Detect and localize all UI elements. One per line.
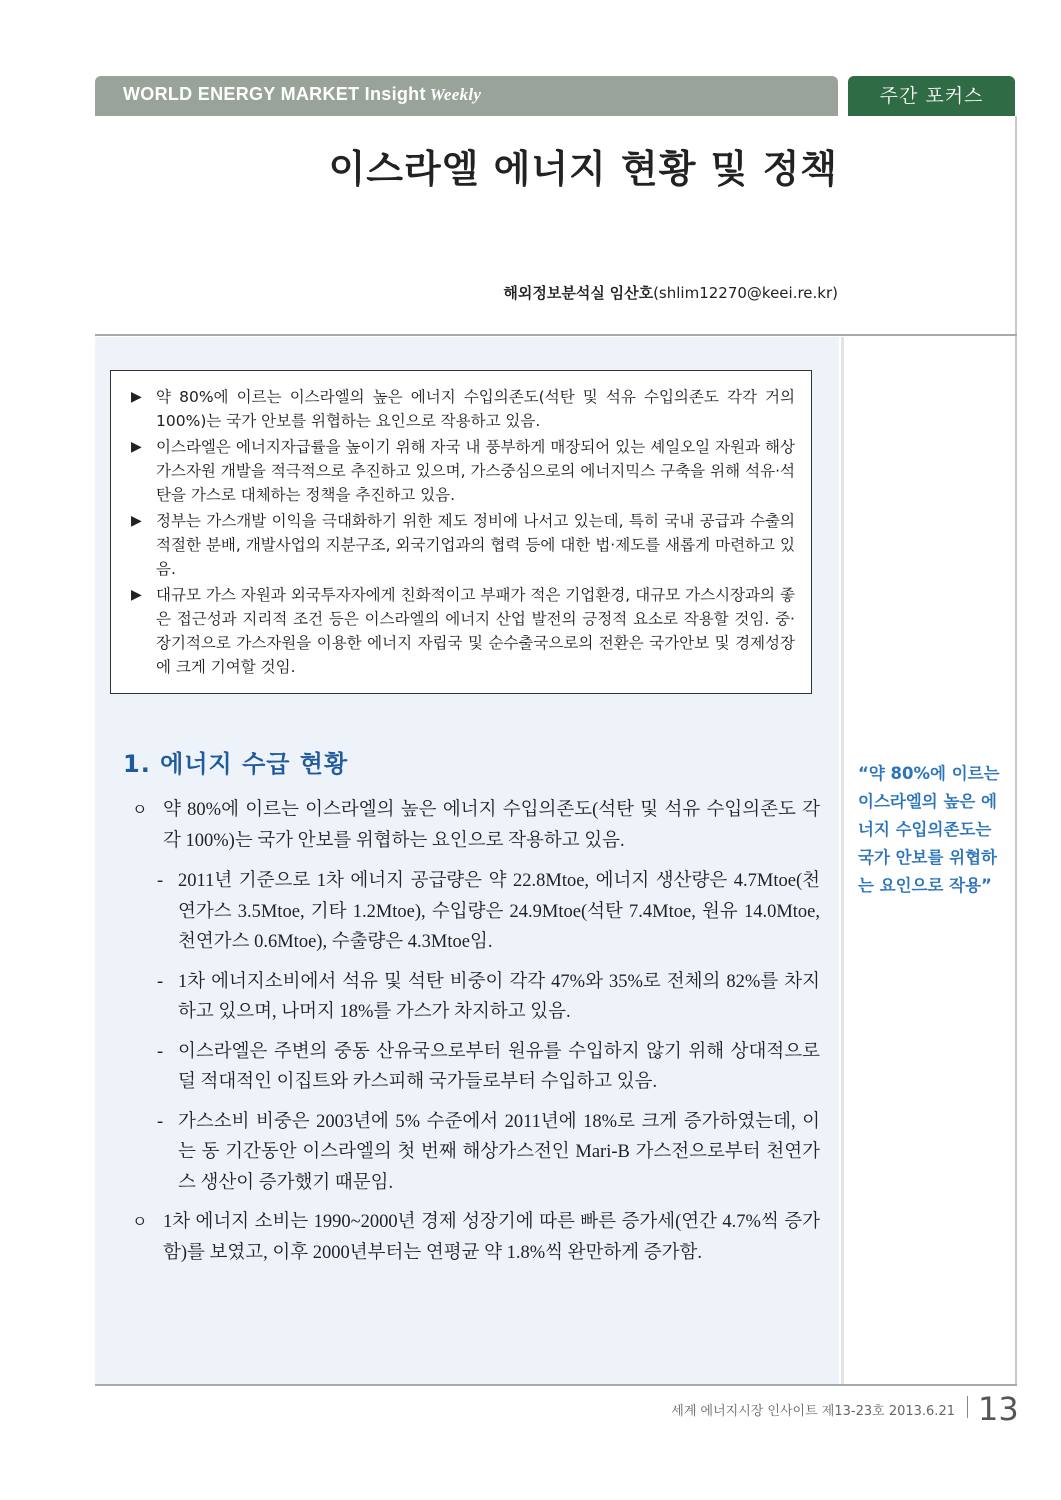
triangle-bullet-icon: ▶: [131, 439, 142, 455]
footer-text: 세계 에너지시장 인사이트 제13-23호 2013.6.21: [671, 1404, 955, 1419]
bottom-divider: [95, 1384, 1017, 1386]
pull-quote: “약 80%에 이르는 이스라엘의 높은 에너지 수입의존도는 국가 안보를 위협하는 요인으로 작용”: [858, 764, 1000, 895]
sub-item: - 1차 에너지소비에서 석유 및 석탄 비중이 각각 47%와 35%로 전체의 82%를 차지하고 있으며, 나머지 18%를 가스가 차지하고 있음.: [130, 967, 820, 1028]
page-title: 이스라엘 에너지 현황 및 정책: [328, 147, 838, 191]
author-name: 임산호: [609, 284, 654, 302]
dash-bullet: -: [157, 971, 164, 992]
triangle-bullet-icon: ▶: [131, 587, 142, 603]
summary-item: ▶ 대규모 가스 자원과 외국투자자에게 친화적이고 부패가 적은 기업환경, 대규모 가스시장과의 좋은 접근성과 지리적 조건 등은 이스라엘의 에너지 산업 발전의 긍정적 요소로 작용할 것임. 중·장기적으로 가스자원을 이용한 에너지 자립국 및 순수출국으로의 전환은 국가안보 및 경제성장에 크게 기여할 것임.: [111, 583, 811, 679]
paragraph: ㅇ 1차 에너지 소비는 1990~2000년 경제 성장기에 따른 빠른 증가세(연간 4.7%씩 증가함)를 보였고, 이후 2000년부터는 연평균 약 1.8%씩 완만하게 증가함.: [130, 1207, 820, 1268]
author-line: [503, 282, 838, 303]
sub-item: - 가스소비 비중은 2003년에 5% 수준에서 2011년에 18%로 크게 증가하였는데, 이는 동 기간동안 이스라엘의 첫 번째 해상가스전인 Mari-B 가스전으로부터 천연가스 생산이 증가했기 때문임.: [130, 1107, 820, 1199]
summary-item: ▶ 정부는 가스개발 이익을 극대화하기 위한 제도 정비에 나서고 있는데, 특히 국내 공급과 수출의 적절한 분배, 개발사업의 지분구조, 외국기업과의 협력 등에 대한 법·제도를 새롭게 마련하고 있음.: [111, 509, 811, 581]
circle-bullet-icon: ㅇ: [132, 800, 148, 819]
footer-separator: [967, 1396, 968, 1418]
author-email: (shlim12270@keei.re.kr): [653, 284, 838, 302]
top-divider: [95, 334, 1017, 336]
right-rule: [1015, 116, 1017, 1386]
author-dept: 해외정보분석실: [503, 284, 605, 302]
series-title: WORLD ENERGY MARKET Insight Weekly: [123, 84, 482, 104]
summary-item: ▶ 이스라엘은 에너지자급률을 높이기 위해 자국 내 풍부하게 매장되어 있는 셰일오일 자원과 해상 가스자원 개발을 적극적으로 추진하고 있으며, 가스중심으로의 에너지믹스 구축을 위해 석유·석탄을 가스로 대체하는 정책을 추진하고 있음.: [111, 435, 811, 507]
dash-bullet: -: [157, 1041, 164, 1062]
sub-item: - 이스라엘은 주변의 중동 산유국으로부터 원유를 수입하지 않기 위해 상대적으로 덜 적대적인 이집트와 카스피해 국가들로부터 수입하고 있음.: [130, 1037, 820, 1098]
triangle-bullet-icon: ▶: [131, 513, 142, 529]
triangle-bullet-icon: ▶: [131, 389, 142, 405]
summary-item: ▶ 약 80%에 이르는 이스라엘의 높은 에너지 수입의존도(석탄 및 석유 수입의존도 각각 거의 100%)는 국가 안보를 위협하는 요인으로 작용하고 있음.: [111, 385, 811, 433]
page-number: 13: [978, 1390, 1019, 1428]
weekly-label: Weekly: [429, 85, 482, 104]
section-tab: 주간 포커스: [848, 76, 1015, 116]
sub-item: - 2011년 기준으로 1차 에너지 공급량은 약 22.8Mtoe, 에너지 생산량은 4.7Mtoe(천연가스 3.5Mtoe, 기타 1.2Mtoe), 수입량은 24.9Mtoe(석탄 7.4Mtoe, 원유 14.0Mtoe, 천연가스 0.6Mtoe), 수출량은 4.3Mtoe임.: [130, 866, 820, 958]
paragraph: ㅇ 약 80%에 이르는 이스라엘의 높은 에너지 수입의존도(석탄 및 석유 수입의존도 각각 100%)는 국가 안보를 위협하는 요인으로 작용하고 있음.: [130, 795, 820, 856]
column-divider: [841, 337, 844, 1385]
summary-box: [110, 370, 812, 694]
dash-bullet: -: [157, 871, 164, 891]
body-text: [130, 795, 820, 1278]
dash-bullet: -: [157, 1111, 164, 1132]
circle-bullet-icon: ㅇ: [132, 1212, 148, 1231]
section-heading: 1. 에너지 수급 현황: [123, 750, 349, 778]
